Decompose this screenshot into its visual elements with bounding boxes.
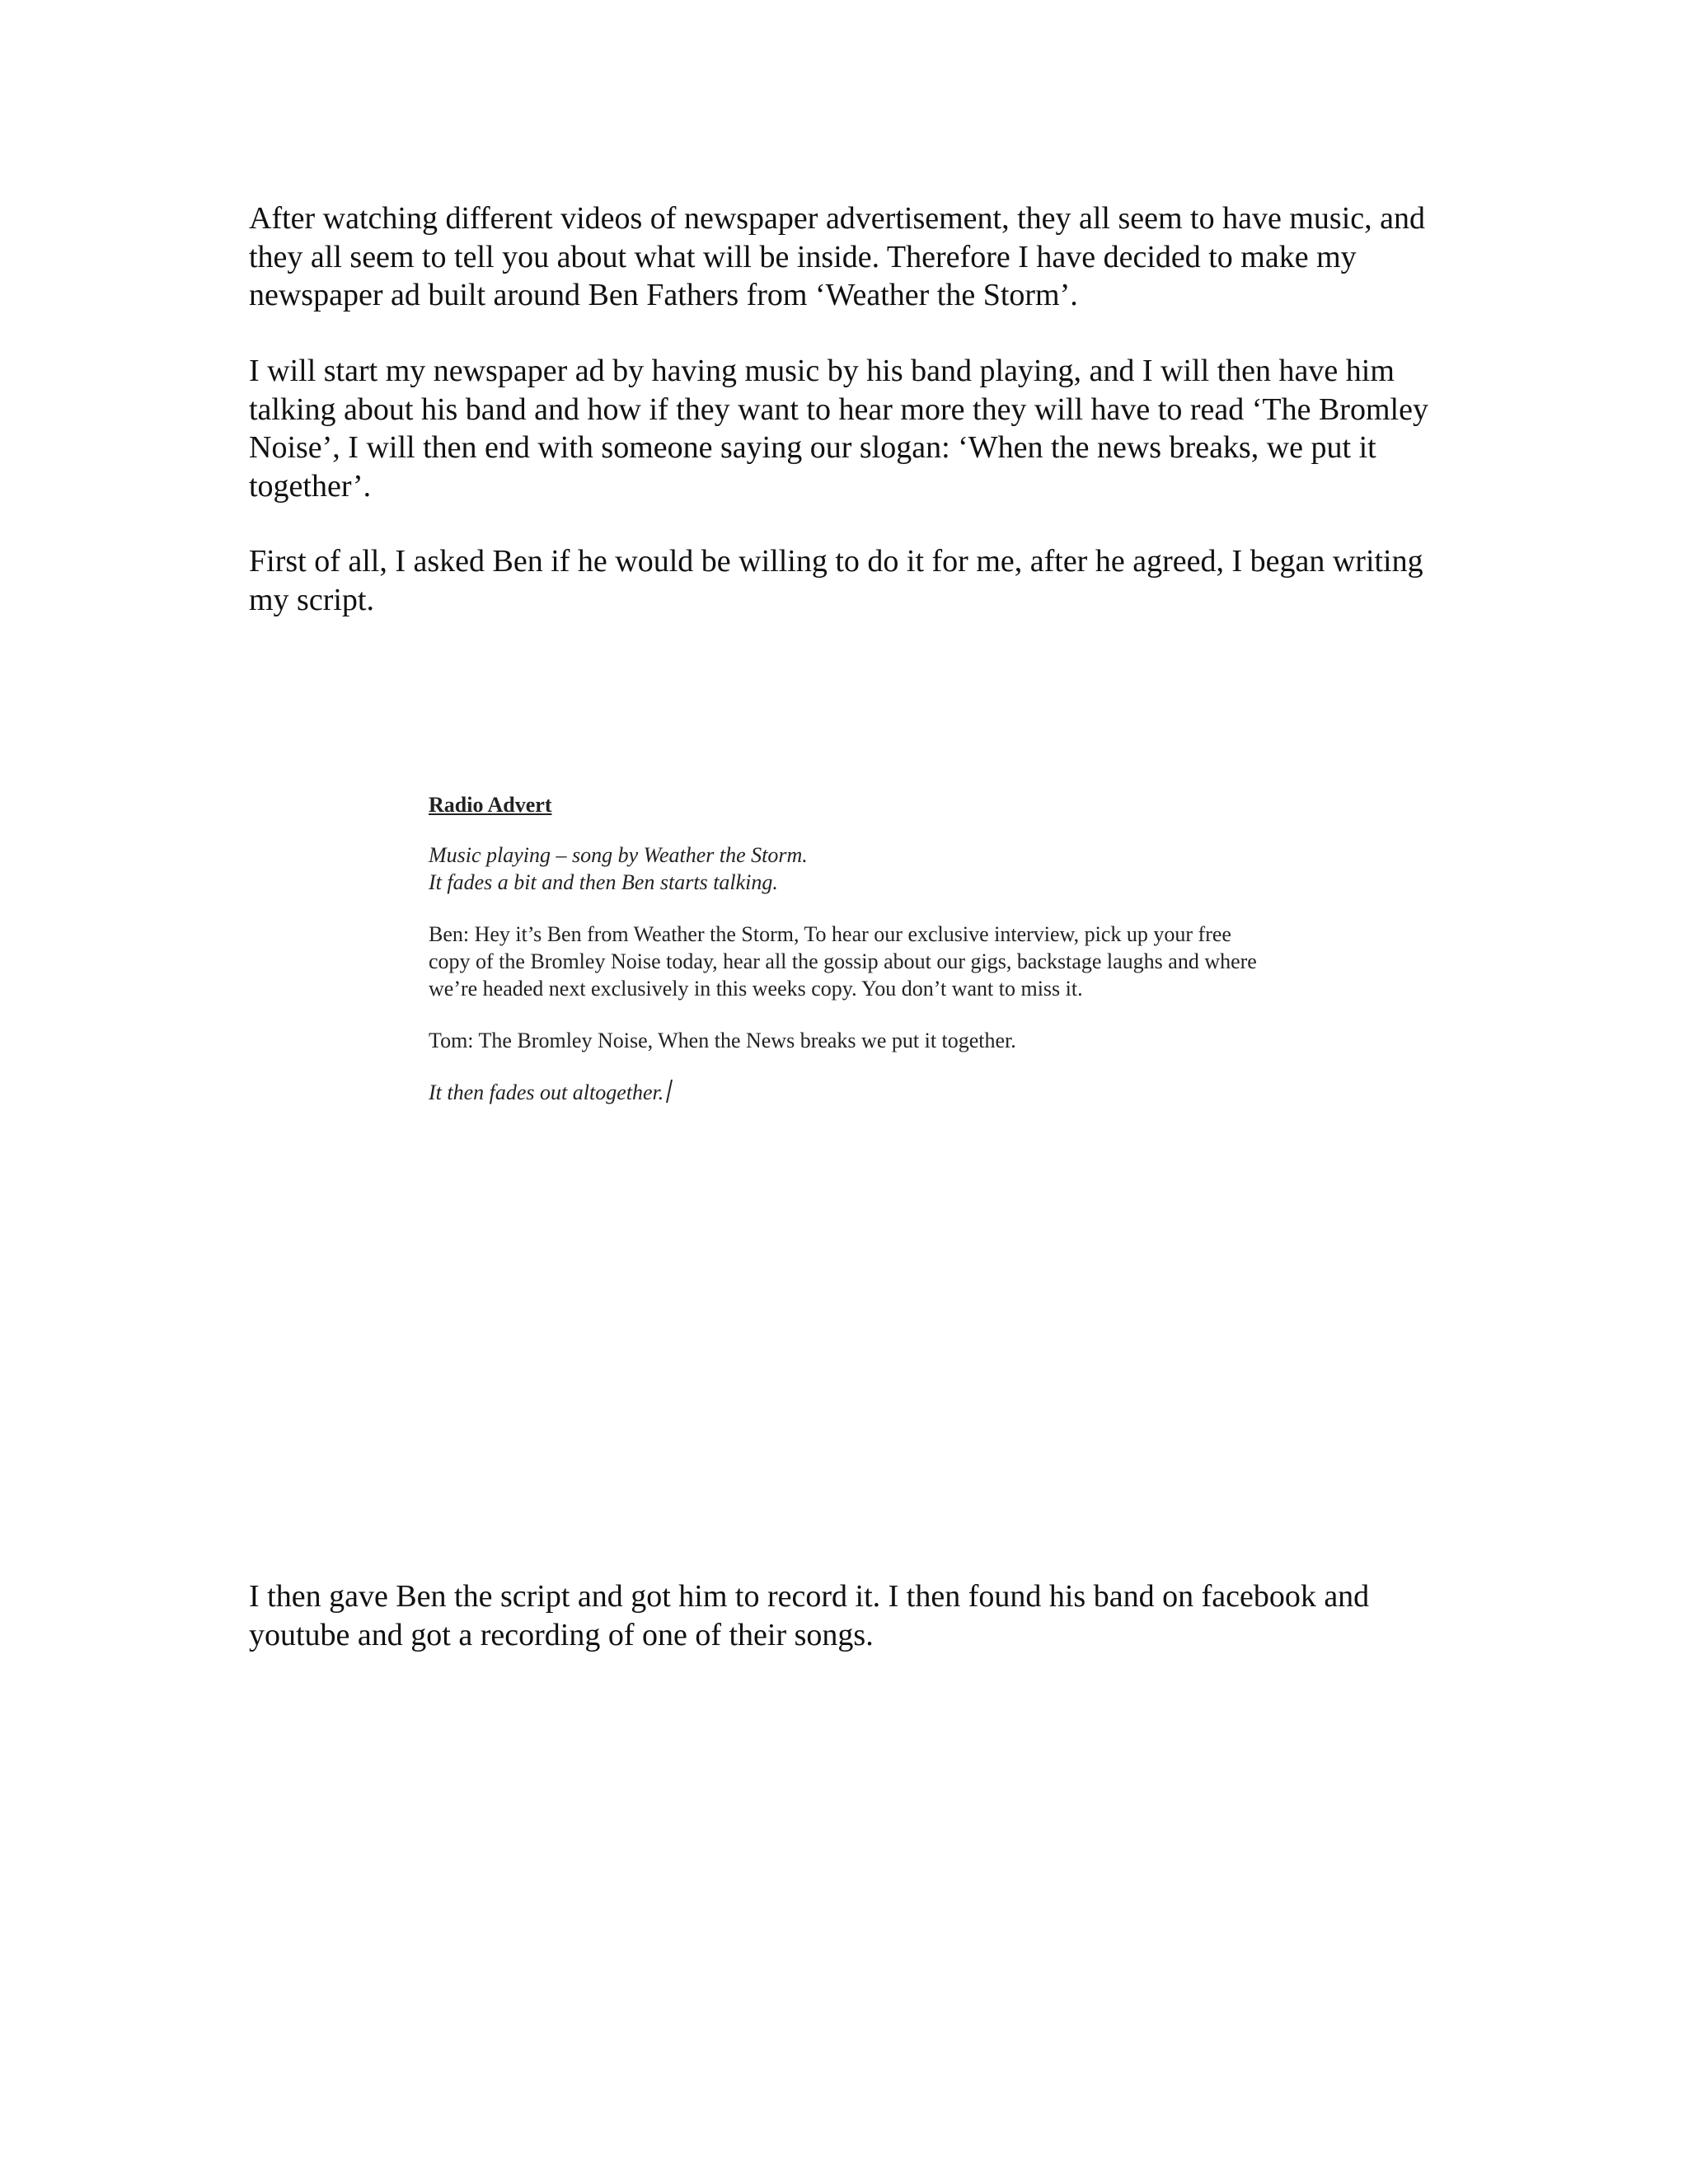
stage-direction-music: Music playing – song by Weather the Storm.	[429, 843, 808, 867]
script-tom-line: Tom: The Bromley Noise, When the News breaks we put it together.	[429, 1029, 1016, 1052]
paragraph-plan: I will start my newspaper ad by having music by his band playing, and I will then have him talking about his band and how if they want to hear more they will have to read ‘The Bromley Noise’, I will then end with someone saying our slogan: ‘When the news breaks, we put it together’.	[249, 354, 1428, 504]
closing-direction: It then fades out altogether.	[429, 1080, 664, 1104]
script-screenshot	[420, 783, 1269, 1179]
paragraph-intro: After watching different videos of newspaper advertisement, they all seem to have music, and they all seem to tell you about what will be inside. Therefore I have decided to make my newspaper ad built around Ben Fathers from ‘Weather the Storm’.	[249, 201, 1425, 312]
script-ben-line: Ben: Hey it’s Ben from Weather the Storm, To hear our exclusive interview, pick up your free copy of the Bromley Noise today, hear all the gossip about our gigs, backstage laughs and where we’re headed next exclusively in this weeks copy. You don’t want to miss it.	[429, 922, 1257, 1001]
script-closing	[429, 1079, 1261, 1106]
script-stage-directions	[429, 841, 1261, 896]
script-content	[429, 791, 1261, 1131]
paragraph-script-start: First of all, I asked Ben if he would be willing to do it for me, after he agreed, I began writing my script.	[249, 544, 1423, 617]
paragraph-recording: I then gave Ben the script and got him to record it. I then found his band on facebook and youtube and got a recording of one of their songs.	[249, 1579, 1370, 1652]
script-title: Radio Advert	[429, 793, 552, 817]
text-cursor	[666, 1080, 673, 1103]
stage-direction-fade: It fades a bit and then Ben starts talking.	[429, 870, 778, 894]
